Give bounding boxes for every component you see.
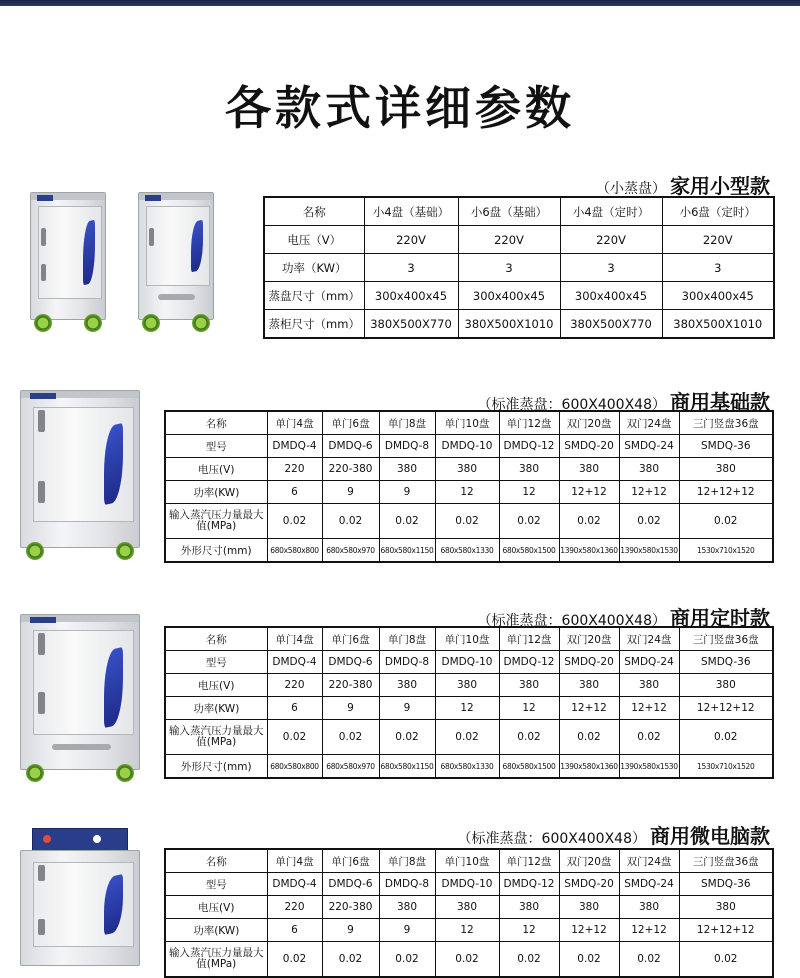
table-cell: 0.02 [679,720,773,755]
table-cell: 单门4盘 [267,627,322,651]
table-cell: 380 [559,896,619,919]
table-cell: 12+12 [619,697,679,720]
table-row [165,674,773,697]
table-cell: 功率(KW) [165,919,267,942]
table-cell: 功率（KW） [264,254,364,282]
table-cell: 双门20盘 [559,627,619,651]
table-row [165,755,773,779]
table-cell: 0.02 [267,942,322,978]
table-cell: 单门4盘 [267,411,322,435]
table-cell: 0.02 [435,942,499,978]
table-cell: 380 [619,458,679,481]
table-cell: 单门8盘 [379,627,435,651]
table-cell: 0.02 [619,720,679,755]
table-cell: 12 [435,481,499,504]
table-cell: 300x400x45 [458,282,560,310]
table-cell: 单门6盘 [322,411,379,435]
table-cell: 0.02 [322,720,379,755]
table-cell: 12+12 [559,697,619,720]
table-cell: 0.02 [499,504,559,539]
table-header-row [165,411,773,435]
table-cell: 0.02 [435,720,499,755]
table-cell: 双门24盘 [619,411,679,435]
table-row [264,254,774,282]
table-cell: 0.02 [435,504,499,539]
table-cell: 名称 [165,627,267,651]
table-header-row [165,627,773,651]
table-cell: 型号 [165,873,267,896]
table-cell: 0.02 [267,720,322,755]
table-cell: 功率(KW) [165,697,267,720]
table-cell: 9 [379,697,435,720]
table-cell: 680x580x800 [267,539,322,563]
table-cell: 0.02 [322,504,379,539]
table-cell: 12+12 [619,481,679,504]
table-cell: 外形尺寸(mm) [165,539,267,563]
table-row [165,504,773,539]
table-row [165,720,773,755]
section-heading-commercial-basic: （标准蒸盘：600X400X48） 商用基础款 [477,390,770,414]
spec-table-commercial-basic [164,410,774,563]
table-cell: 单门10盘 [435,627,499,651]
table-cell: 9 [322,919,379,942]
table-cell: 1390x580x1360 [559,539,619,563]
table-cell: 380X500X1010 [458,310,560,339]
table-cell: 单门6盘 [322,627,379,651]
table-row [264,226,774,254]
table-cell: 12+12+12 [679,481,773,504]
table-cell: 0.02 [267,504,322,539]
table-cell: 380 [559,674,619,697]
table-cell: 380 [379,896,435,919]
table-cell: 单门12盘 [499,411,559,435]
table-cell: 单门10盘 [435,849,499,873]
table-cell: 380 [559,458,619,481]
steamer-image-small-basic [30,192,106,332]
table-cell: 0.02 [379,504,435,539]
table-cell: SMDQ-24 [619,651,679,674]
table-cell: 1390x580x1530 [619,755,679,779]
steamer-image-small-timer [138,192,214,332]
table-cell: 380 [435,674,499,697]
table-cell: DMDQ-4 [267,651,322,674]
table-cell: 1390x580x1530 [619,539,679,563]
table-cell: DMDQ-8 [379,651,435,674]
table-cell: 380 [435,896,499,919]
table-cell: 小6盘（基础） [458,197,560,226]
table-row [165,458,773,481]
table-cell: 电压(V) [165,458,267,481]
section-heading-commercial-timer: （标准蒸盘：600X400X48） 商用定时款 [477,606,770,630]
table-cell: 0.02 [499,942,559,978]
table-row [264,310,774,339]
table-header-row [165,849,773,873]
table-cell: 小6盘（定时） [662,197,774,226]
table-cell: 输入蒸汽压力量最大值(MPa) [165,942,267,978]
table-cell: 680x580x1150 [379,539,435,563]
steamer-image-commercial-timer [20,614,140,782]
table-cell: 3 [364,254,458,282]
table-cell: 输入蒸汽压力量最大值(MPa) [165,504,267,539]
table-cell: 12+12 [619,919,679,942]
table-cell: 9 [322,697,379,720]
table-cell: 300x400x45 [662,282,774,310]
table-cell: SMDQ-20 [559,651,619,674]
table-cell: 名称 [165,411,267,435]
table-cell: 12+12+12 [679,697,773,720]
table-row [165,539,773,563]
table-cell: 双门24盘 [619,849,679,873]
table-cell: 220 [267,674,322,697]
table-row [165,919,773,942]
table-cell: DMDQ-10 [435,873,499,896]
table-cell: DMDQ-4 [267,435,322,458]
table-cell: 单门12盘 [499,849,559,873]
table-cell: 220-380 [322,458,379,481]
table-cell: 12 [499,697,559,720]
table-cell: DMDQ-12 [499,873,559,896]
table-cell: 双门20盘 [559,411,619,435]
table-cell: 380 [379,458,435,481]
table-cell: 单门8盘 [379,849,435,873]
table-cell: 380 [619,674,679,697]
table-cell: 680x580x970 [322,539,379,563]
table-cell: 220V [560,226,662,254]
spec-table-commercial-microcomputer [164,848,774,978]
table-cell: 单门10盘 [435,411,499,435]
table-cell: 0.02 [559,504,619,539]
table-header-row [264,197,774,226]
table-cell: 680x580x970 [322,755,379,779]
table-cell: 单门12盘 [499,627,559,651]
table-cell: 220V [458,226,560,254]
section-heading-commercial-microcomputer: （标准蒸盘：600X400X48） 商用微电脑款 [457,824,770,848]
table-cell: SMDQ-36 [679,651,773,674]
table-cell: 小4盘（定时） [560,197,662,226]
steamer-image-commercial-basic [20,390,140,560]
table-cell: SMDQ-36 [679,435,773,458]
table-cell: 单门4盘 [267,849,322,873]
table-cell: 220V [364,226,458,254]
table-cell: 蒸盘尺寸（mm） [264,282,364,310]
table-cell: DMDQ-6 [322,435,379,458]
table-cell: 小4盘（基础） [364,197,458,226]
table-cell: 220V [662,226,774,254]
table-cell: 220-380 [322,896,379,919]
table-cell: 380 [499,674,559,697]
table-cell: 0.02 [379,942,435,978]
table-cell: 0.02 [322,942,379,978]
table-cell: 380 [499,896,559,919]
table-cell: DMDQ-12 [499,651,559,674]
table-cell: DMDQ-6 [322,873,379,896]
table-cell: 型号 [165,651,267,674]
table-cell: 0.02 [619,504,679,539]
table-cell: 380 [619,896,679,919]
table-cell: DMDQ-10 [435,435,499,458]
table-cell: DMDQ-12 [499,435,559,458]
table-row [165,651,773,674]
table-cell: 380 [679,458,773,481]
table-cell: 电压（V） [264,226,364,254]
table-cell: 680x580x1330 [435,539,499,563]
table-cell: 6 [267,919,322,942]
table-cell: 型号 [165,435,267,458]
table-cell: 680x580x1500 [499,539,559,563]
table-cell: 功率(KW) [165,481,267,504]
spec-table-home [263,196,775,339]
table-cell: 9 [379,919,435,942]
table-cell: 380 [435,458,499,481]
table-cell: 12 [499,481,559,504]
table-row [165,697,773,720]
table-cell: 0.02 [499,720,559,755]
table-cell: 380 [499,458,559,481]
steamer-image-commercial-microcomputer [20,828,140,978]
table-cell: 680x580x1150 [379,755,435,779]
table-cell: 双门20盘 [559,849,619,873]
table-cell: 电压(V) [165,896,267,919]
table-cell: 12+12+12 [679,919,773,942]
table-cell: 1390x580x1360 [559,755,619,779]
table-cell: 680x580x1330 [435,755,499,779]
table-cell: DMDQ-8 [379,873,435,896]
table-cell: 输入蒸汽压力量最大值(MPa) [165,720,267,755]
table-cell: 380X500X770 [364,310,458,339]
table-cell: 220-380 [322,674,379,697]
table-row [165,942,773,978]
table-cell: 电压(V) [165,674,267,697]
table-cell: 12+12 [559,919,619,942]
table-cell: 0.02 [559,720,619,755]
table-cell: 220 [267,896,322,919]
table-cell: DMDQ-10 [435,651,499,674]
table-cell: 三门竖盘36盘 [679,411,773,435]
table-cell: 380 [379,674,435,697]
page-title: 各款式详细参数 [225,81,575,135]
table-cell: SMDQ-36 [679,873,773,896]
table-cell: 0.02 [619,942,679,978]
table-cell: SMDQ-20 [559,435,619,458]
table-cell: 6 [267,697,322,720]
table-cell: 单门6盘 [322,849,379,873]
section-heading-home: （小蒸盘） 家用小型款 [596,174,770,198]
table-cell: 9 [379,481,435,504]
table-cell: 300x400x45 [560,282,662,310]
table-row [165,873,773,896]
table-cell: 0.02 [379,720,435,755]
table-cell: 三门竖盘36盘 [679,627,773,651]
table-cell: DMDQ-6 [322,651,379,674]
table-cell: 外形尺寸(mm) [165,755,267,779]
table-cell: 三门竖盘36盘 [679,849,773,873]
table-cell: DMDQ-4 [267,873,322,896]
table-cell: 双门24盘 [619,627,679,651]
table-cell: 380X500X770 [560,310,662,339]
table-cell: 名称 [264,197,364,226]
table-cell: 3 [458,254,560,282]
table-row [165,481,773,504]
table-cell: 12 [499,919,559,942]
table-cell: 单门8盘 [379,411,435,435]
table-cell: 9 [322,481,379,504]
table-cell: 380 [679,896,773,919]
table-cell: 蒸柜尺寸（mm） [264,310,364,339]
table-cell: DMDQ-8 [379,435,435,458]
spec-table-commercial-timer [164,626,774,779]
table-cell: 680x580x800 [267,755,322,779]
table-cell: 1530x710x1520 [679,755,773,779]
table-cell: 300x400x45 [364,282,458,310]
table-row [165,896,773,919]
table-cell: 名称 [165,849,267,873]
table-cell: 12 [435,697,499,720]
table-cell: 0.02 [679,504,773,539]
table-cell: 380X500X1010 [662,310,774,339]
table-cell: SMDQ-24 [619,435,679,458]
table-cell: SMDQ-20 [559,873,619,896]
table-cell: 1530x710x1520 [679,539,773,563]
table-cell: 12+12 [559,481,619,504]
table-cell: SMDQ-24 [619,873,679,896]
table-cell: 0.02 [559,942,619,978]
table-cell: 6 [267,481,322,504]
table-cell: 380 [679,674,773,697]
top-banner-strip [0,0,800,6]
table-cell: 12 [435,919,499,942]
table-cell: 0.02 [679,942,773,978]
table-cell: 680x580x1500 [499,755,559,779]
table-cell: 220 [267,458,322,481]
table-cell: 3 [560,254,662,282]
table-row [165,435,773,458]
table-row [264,282,774,310]
table-cell: 3 [662,254,774,282]
